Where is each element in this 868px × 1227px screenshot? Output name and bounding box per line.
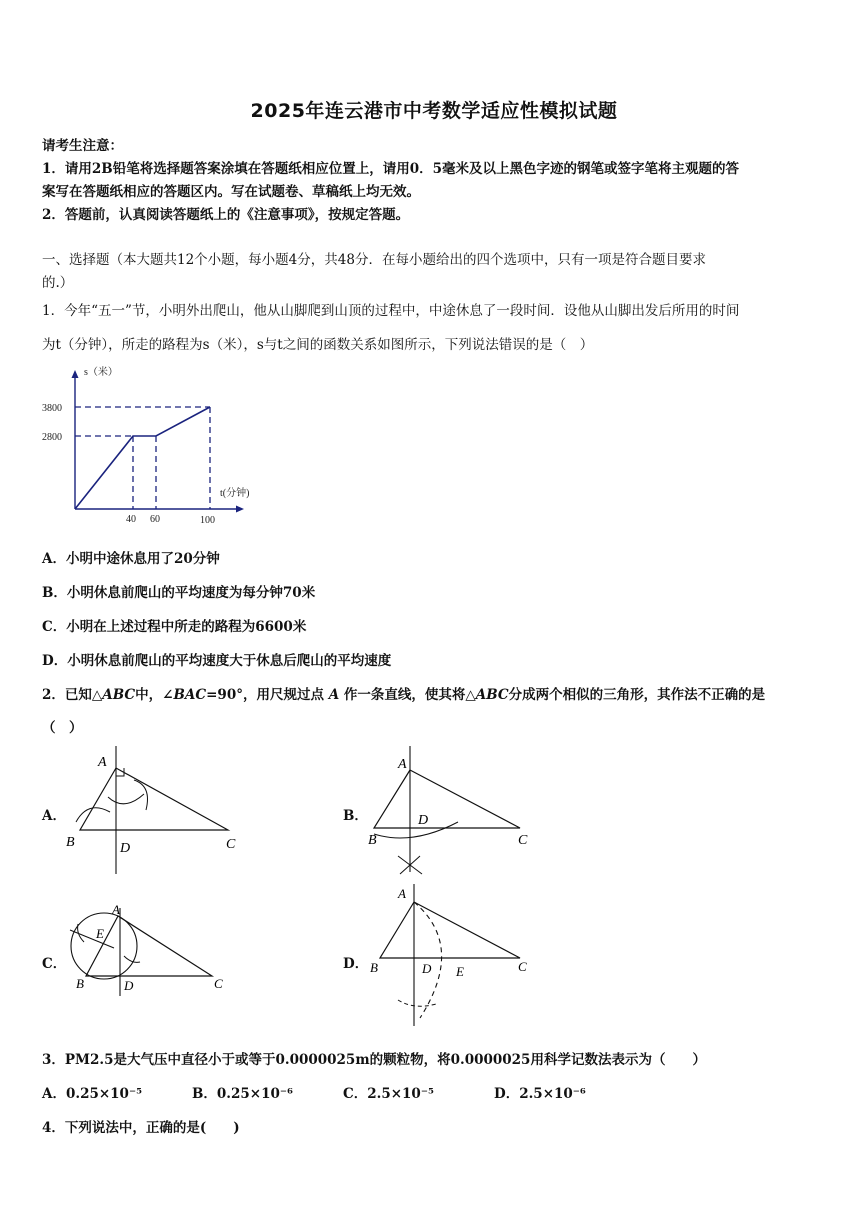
q2-text-3: =90°，用尺规过点 <box>206 687 324 703</box>
q1-distance-time-graph <box>40 362 260 532</box>
q3-option-b[interactable]: B．0.25×10⁻⁶ <box>192 1086 293 1102</box>
q2-text-5: 分成两个相似的三角形，其作法不正确的是 <box>508 687 766 703</box>
section-heading-line-1: 一、选择题（本大题共12个小题，每小题4分，共48分．在每小题给出的四个选项中，只有一项是符合题目要求 <box>42 252 706 268</box>
q1-stem-line-2: 为t（分钟），所走的路程为s（米），s与t之间的函数关系如图所示，下列说法错误的是（ ） <box>42 337 594 353</box>
triangle-abc <box>380 902 520 958</box>
y-tick-2800: 2800 <box>42 432 62 443</box>
q2-point-a: A <box>328 687 340 703</box>
notice-item-1-line-2: 案写在答题纸相应的答题区内。写在试题卷、草稿纸上均无效。 <box>42 184 420 200</box>
q1-option-a[interactable]: A．小明中途休息用了20分钟 <box>42 551 220 567</box>
x-tick-100: 100 <box>200 515 215 526</box>
triangle-abc <box>86 916 212 976</box>
circle <box>71 913 137 979</box>
bisector-line <box>70 930 114 948</box>
q2-stem-line-2: （ ） <box>42 720 83 736</box>
page-title: 2025年连云港市中考数学适应性模拟试题 <box>250 100 618 122</box>
q2-option-d-label[interactable]: D． <box>343 956 369 972</box>
label-e: E <box>96 926 104 941</box>
q3-option-d[interactable]: D．2.5×10⁻⁶ <box>494 1086 586 1102</box>
label-a: A <box>98 755 107 770</box>
dashed-arc <box>414 902 442 1018</box>
x-tick-60: 60 <box>150 514 160 525</box>
label-a: A <box>398 886 406 901</box>
label-d: D <box>422 961 432 976</box>
notice-item-1-line-1: 1．请用2B铅笔将选择题答案涂填在答题纸相应位置上，请用0．5毫米及以上黑色字迹的钢笔或签字笔将主观题的答 <box>42 161 739 177</box>
q2-bac: BAC <box>173 687 207 703</box>
label-e: E <box>456 964 464 979</box>
q2-option-a-label[interactable]: A． <box>42 808 66 824</box>
q3-option-c[interactable]: C．2.5×10⁻⁵ <box>343 1086 434 1102</box>
arc-3 <box>76 808 110 822</box>
q2-text-2: 中，∠ <box>135 687 174 703</box>
q2-text-1: 2．已知△ <box>42 687 103 703</box>
arc-2 <box>124 956 140 962</box>
label-b: B <box>370 960 378 975</box>
triangle-abc <box>374 770 520 828</box>
q1-option-c[interactable]: C．小明在上述过程中所走的路程为6600米 <box>42 619 307 635</box>
notice-item-2: 2．答题前，认真阅读答题纸上的《注意事项》，按规定答题。 <box>42 207 410 223</box>
y-tick-3800: 3800 <box>42 403 62 414</box>
label-d: D <box>120 841 131 856</box>
q4-stem: 4．下列说法中，正确的是( ) <box>42 1120 240 1136</box>
label-a: A <box>398 757 407 772</box>
q3-stem: 3．PM2.5是大气压中直径小于或等于0.0000025m的颗粒物，将0.0000025用科学记数法表示为（ ） <box>42 1052 706 1068</box>
q2-abc-2: ABC <box>475 687 509 703</box>
q2-option-b-label[interactable]: B． <box>343 808 368 824</box>
q2-stem-line-1 <box>42 683 765 703</box>
q1-stem-line-1: 1．今年“五一”节，小明外出爬山，他从山脚爬到山顶的过程中，中途休息了一段时间．设他从山脚出发后所用的时间 <box>42 303 740 319</box>
label-c: C <box>518 833 528 848</box>
q3-option-a[interactable]: A．0.25×10⁻⁵ <box>42 1086 142 1102</box>
label-c: C <box>226 837 236 852</box>
label-c: C <box>518 959 527 974</box>
q1-option-d[interactable]: D．小明休息前爬山的平均速度大于休息后爬山的平均速度 <box>42 653 392 669</box>
y-axis-arrow <box>72 370 79 378</box>
label-c: C <box>214 976 223 991</box>
triangle-abc <box>80 768 228 830</box>
q2-text-4: 作一条直线，使其将△ <box>343 687 476 703</box>
arc-1 <box>78 924 84 942</box>
x-axis-label: t(分钟) <box>220 488 250 499</box>
label-a: A <box>112 902 120 917</box>
label-d: D <box>124 978 134 993</box>
q2-figure-b <box>362 742 542 878</box>
label-b: B <box>368 833 377 848</box>
q2-figure-d <box>362 880 542 1030</box>
q2-figure-a <box>62 742 252 878</box>
q2-option-c-label[interactable]: C． <box>42 956 67 972</box>
q1-option-b[interactable]: B．小明休息前爬山的平均速度为每分钟70米 <box>42 585 316 601</box>
y-axis-label: s（米） <box>84 367 118 378</box>
q2-abc: ABC <box>102 687 136 703</box>
x-axis-arrow <box>236 506 244 513</box>
label-b: B <box>76 976 84 991</box>
section-heading-line-2: 的.） <box>42 275 74 291</box>
label-d: D <box>418 813 429 828</box>
q2-figure-c <box>62 890 242 1000</box>
function-line <box>75 407 210 509</box>
x-tick-40: 40 <box>126 514 136 525</box>
label-b: B <box>66 835 75 850</box>
notice-heading: 请考生注意： <box>42 138 123 154</box>
arc-1 <box>108 794 144 804</box>
arc-1 <box>374 822 458 838</box>
